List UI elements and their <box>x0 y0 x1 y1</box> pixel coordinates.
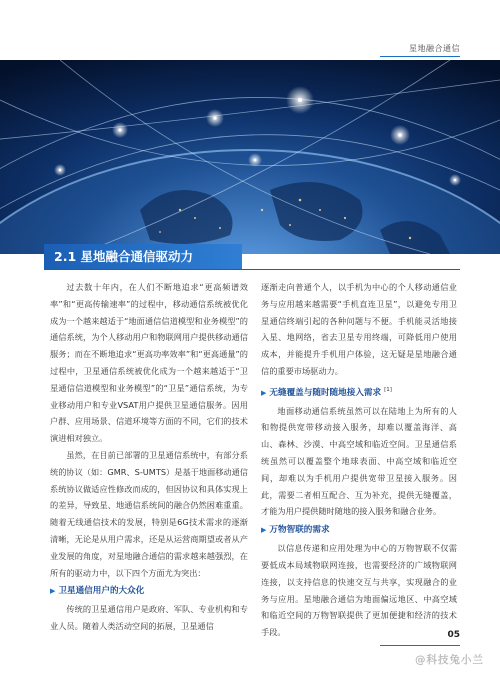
header-rule <box>380 56 460 57</box>
section-rule <box>44 269 460 270</box>
watermark: @科技兔小兰 <box>415 654 484 666</box>
section-title: 2.1 星地融合通信驱动力 <box>44 244 242 270</box>
right-column <box>261 279 457 641</box>
paragraph: 传统的卫星通信用户是政府、军队、专业机构和专业人员。随着人类活动空间的拓展，卫星通信 <box>50 604 248 632</box>
page-number: 05 <box>447 630 460 640</box>
triangle-bullet-icon: ▶ <box>261 526 267 535</box>
triangle-bullet-icon: ▶ <box>50 587 56 596</box>
paragraph: 地面移动通信系统虽然可以在陆地上为所有的人和物提供宽带移动接入服务，却难以覆盖海洋、高山、森林、沙漠、中高空域和临近空间。卫星通信系统虽然可以覆盖整个地球表面、中高空域和临近空间，却难以为手机用户提供宽带卫星接入服务。因此，需要二者相互配合、互为补充，提供无缝覆盖，才能为用户提供随时随地的接入服务和融合业务。 <box>261 405 457 517</box>
paragraph: 以信息传递和应用处理为中心的万物智联不仅需要低成本局域物联网连接，也需要经济的广域物联网连接，以支持信息的快速交互与共享，实现融合的业务与应用。星地融合通信为地面偏远地区、中高空域和临近空间的万物智联提供了更加便捷和经济的技术手段。 <box>261 543 457 638</box>
subheading-text: 万物智联的需求 <box>269 525 330 536</box>
subheading-text: 卫星通信用户的大众化 <box>58 586 145 597</box>
page-header <box>0 0 500 60</box>
left-column <box>50 279 248 635</box>
header-title: 星地融合通信 <box>409 44 460 53</box>
reference-mark: [1] <box>384 386 392 393</box>
subheading <box>261 522 457 538</box>
triangle-bullet-icon: ▶ <box>261 388 267 397</box>
footer-rule <box>380 645 460 646</box>
subheading <box>261 382 457 401</box>
paragraph: 过去数十年内，在人们不断地追求“更高频谱效率”和“更高传输速率”的过程中，移动通信系统被优化成为一个越来越适于“地面通信信道模型和业务模型”的通信系统，为个人移动用户和物联网用户提供移动通信服务；而在不断地追求“更高功率效率”和“更高通量”的过程中，卫星通信系统被优化成为一个越来越适于“卫星通信信道模型和业务模型”的“卫星”通信系统，为专业移动用户和专业VSAT用户提供卫星通信服务。因用户群、应用场景、信道环境等方面的不同，它们的技术演进相对独立。 <box>50 282 248 444</box>
subheading-text: 无缝覆盖与随时随地接入需求 <box>269 387 382 398</box>
subheading <box>50 583 248 599</box>
hero-image <box>0 60 500 254</box>
paragraph: 虽然，在目前已部署的卫星通信系统中，有部分系统的协议（如：GMR、S-UMTS）是基于地面移动通信系统协议做适应性修改而成的，但因协议和具体实现上的差异，导致星、地通信系统间的融合仍然困难重重。随着无线通信技术的发展，特别是6G技术需求的逐渐清晰，无论是从用户需求，还是从运营商期望或者从产业发展的角度，对星地融合通信的需求越来越强烈，在所有的驱动力中，以下四个方面尤为突出： <box>50 449 248 578</box>
paragraph: 逐渐走向普通个人，以手机为中心的个人移动通信业务与应用越来越需要“手机直连卫星”，以避免专用卫星通信终端引起的各种问题与不便。手机能灵活地接入星、地网络，省去卫星专用终端，可降低用户使用成本，并能提升手机用户体验，这无疑是星地融合通信的重要市场驱动力。 <box>261 282 457 376</box>
earth-network-icon <box>0 60 500 254</box>
